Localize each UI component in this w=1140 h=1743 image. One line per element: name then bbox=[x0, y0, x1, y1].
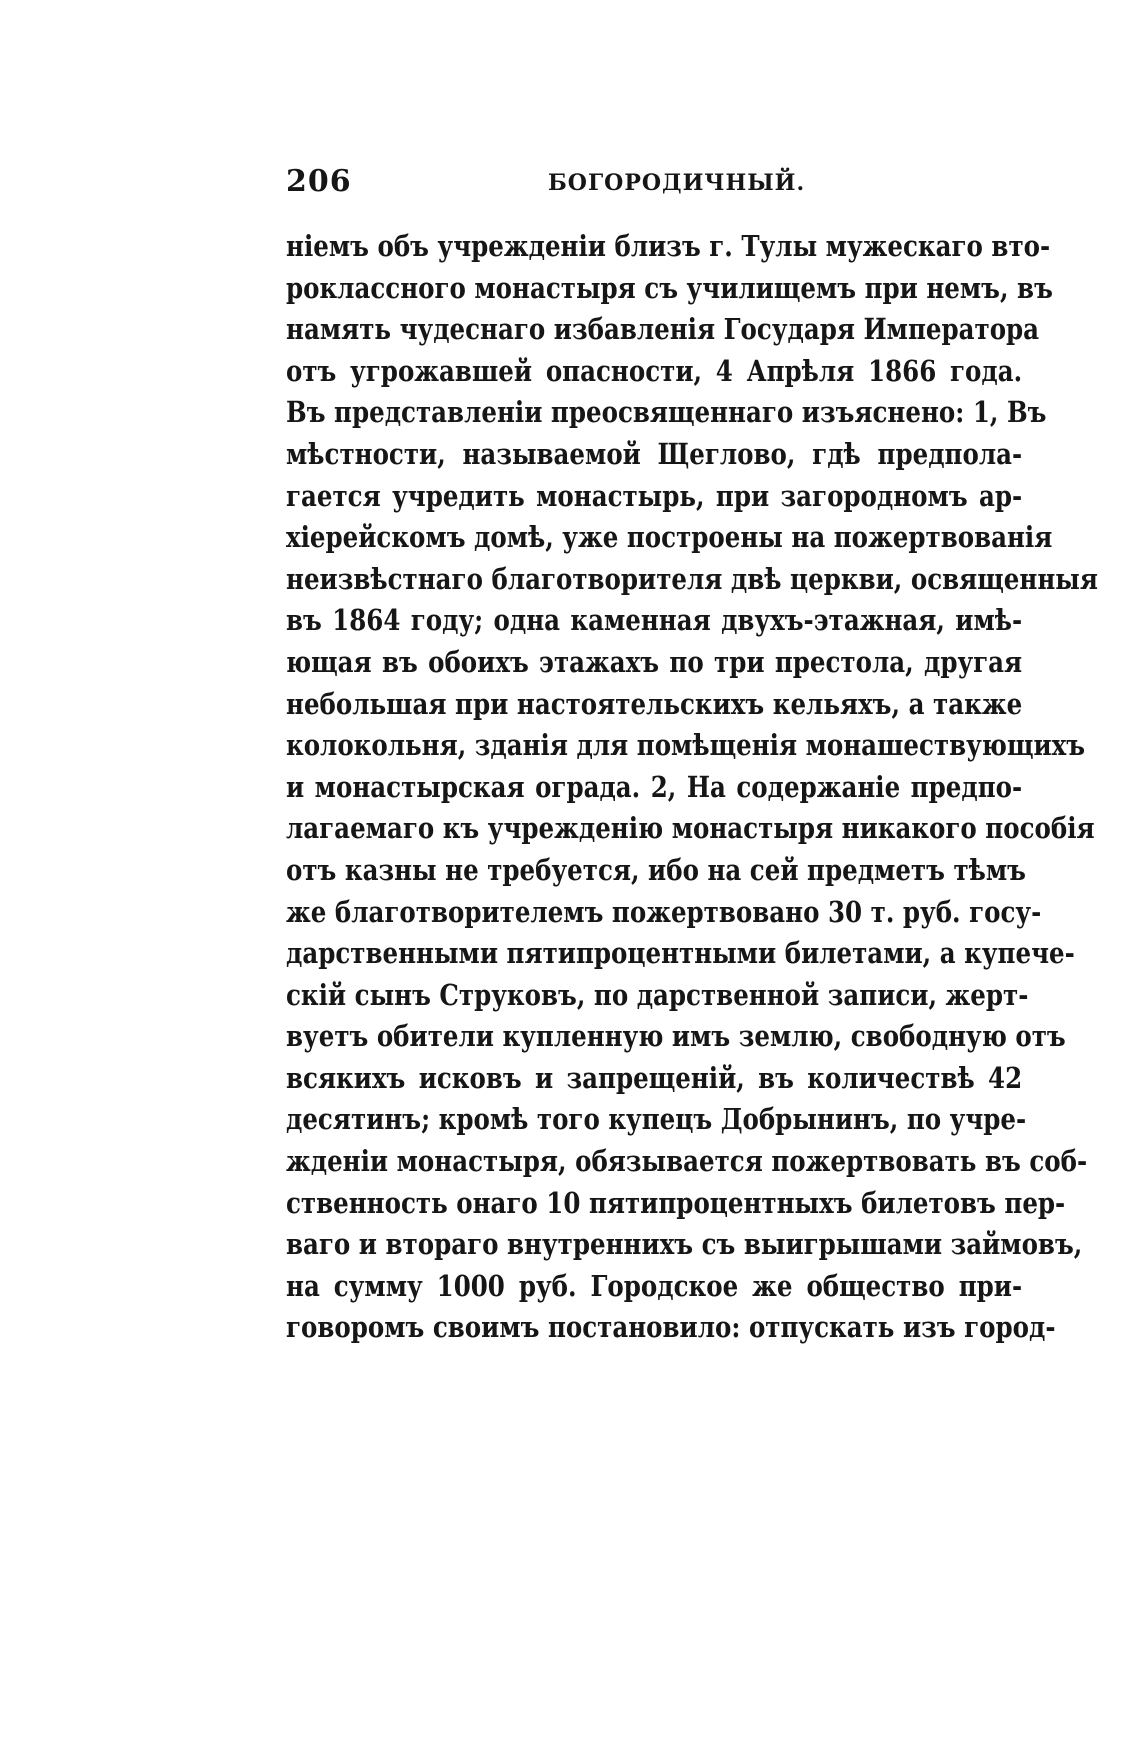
text-line: ніемъ объ учрежденіи близъ г. Тулы мужескаго вто- bbox=[286, 229, 1051, 263]
text-line: намять чудеснаго избавленія Государя Императора bbox=[286, 312, 1040, 347]
text-line: всякихъ исковъ и запрещеній, въ количествѣ 42 bbox=[286, 1060, 1023, 1095]
text-line: на сумму 1000 руб. Городское же общество при- bbox=[286, 1268, 1023, 1303]
text-line: Въ представленіи преосвященнаго изъяснено: 1, Въ bbox=[286, 395, 1047, 430]
text-line: колокольня, зданія для помѣщенія монашествующихъ bbox=[286, 728, 1086, 763]
text-line: небольшая при настоятельскихъ кельяхъ, а также bbox=[286, 686, 1023, 721]
text-line: десятинъ; кромѣ того купецъ Добрынинъ, по учре- bbox=[286, 1102, 1027, 1137]
body-text bbox=[286, 226, 1098, 1349]
text-line: же благотворителемъ пожертвовано 30 т. руб. госу- bbox=[286, 894, 1042, 929]
text-line: жденіи монастыря, обязывается пожертвовать въ соб- bbox=[286, 1144, 1088, 1179]
text-line: лагаемаго къ учрежденію монастыря никакого пособія bbox=[286, 811, 1095, 846]
page-header bbox=[286, 164, 1022, 204]
text-line: ственность онаго 10 пятипроцентныхъ билетовъ пер- bbox=[286, 1185, 1066, 1220]
text-line: мѣстности, называемой Щеглово, гдѣ предпола- bbox=[286, 436, 1023, 471]
text-line: хіерейскомъ домѣ, уже построены на пожертвованія bbox=[286, 520, 1053, 555]
text-line: скій сынъ Струковъ, по дарственной записи, жерт- bbox=[286, 977, 1029, 1012]
text-line: гается учредить монастырь, при загородномъ ар- bbox=[286, 478, 1023, 513]
text-line: въ 1864 году; одна каменная двухъ-этажная, имѣ- bbox=[286, 603, 1023, 638]
running-title: БОГОРОДИЧНЫЙ. bbox=[548, 170, 806, 196]
text-line: дарственными пятипроцентными билетами, а купече- bbox=[286, 936, 1075, 971]
text-line: вуетъ обители купленную имъ землю, свободную отъ bbox=[286, 1019, 1066, 1054]
page-number: 206 bbox=[286, 164, 352, 199]
text-line: и монастырская ограда. 2, На содержаніе предпо- bbox=[286, 769, 1023, 804]
text-line: отъ казны не требуется, ибо на сей предметъ тѣмъ bbox=[286, 852, 1026, 887]
text-line: ющая въ обоихъ этажахъ по три престола, другая bbox=[286, 644, 1023, 679]
text-line: неизвѣстнаго благотворителя двѣ церкви, освященныя bbox=[286, 561, 1098, 596]
text-line: отъ угрожавшей опасности, 4 Апрѣля 1866 года. bbox=[286, 353, 1023, 388]
text-line: роклассного монастыря съ училищемъ при немъ, въ bbox=[286, 270, 1053, 305]
text-line: ваго и втораго внутреннихъ съ выигрышами займовъ, bbox=[286, 1227, 1083, 1262]
text-line: говоромъ своимъ постановило: отпускать изъ город- bbox=[286, 1310, 1056, 1345]
